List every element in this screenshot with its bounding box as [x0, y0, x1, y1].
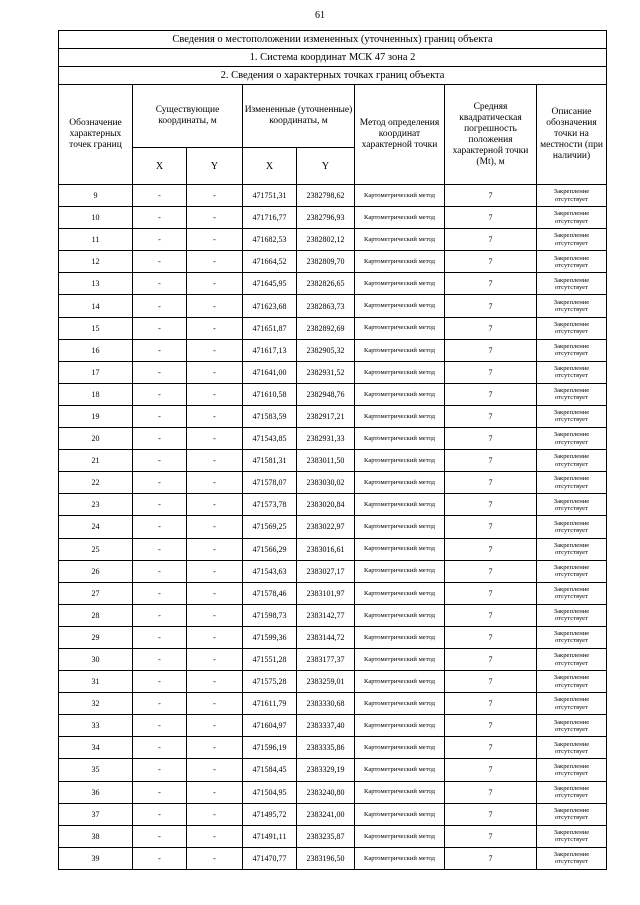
rmse-cell: 7: [445, 759, 537, 781]
y-coordinate-cell: 2383016,61: [297, 538, 355, 560]
existing-y-cell: -: [187, 405, 243, 427]
point-cell: 19: [59, 405, 133, 427]
table-row: [59, 472, 607, 494]
existing-y-cell: -: [187, 737, 243, 759]
x-coordinate-cell: 471682,53: [243, 229, 297, 251]
characteristic-points-heading: 2. Сведения о характерных точках границ объекта: [59, 67, 607, 85]
coordinate-system-heading: 1. Система координат МСК 47 зона 2: [59, 49, 607, 67]
point-cell: 27: [59, 582, 133, 604]
x-coordinate-cell: 471578,46: [243, 582, 297, 604]
existing-x-cell: -: [133, 847, 187, 869]
y-coordinate-cell: 2383144,72: [297, 626, 355, 648]
existing-y-cell: -: [187, 759, 243, 781]
point-designation-header: Обозначение характерных точек границ: [59, 85, 133, 185]
boundary-points-table: [58, 30, 607, 870]
existing-x-cell: -: [133, 626, 187, 648]
point-cell: 18: [59, 383, 133, 405]
existing-x-cell: -: [133, 803, 187, 825]
y-coordinate-cell: 2383330,68: [297, 693, 355, 715]
table-row: [59, 295, 607, 317]
existing-x-cell: -: [133, 207, 187, 229]
rmse-cell: 7: [445, 383, 537, 405]
table-row: [59, 185, 607, 207]
point-cell: 12: [59, 251, 133, 273]
table-row: [59, 604, 607, 626]
x-coordinate-cell: 471569,25: [243, 516, 297, 538]
changed-y-header: Y: [297, 148, 355, 185]
existing-y-cell: -: [187, 361, 243, 383]
description-cell: Закрепление отсутствует: [537, 781, 607, 803]
method-cell: Картометрический метод: [355, 781, 445, 803]
existing-y-cell: -: [187, 383, 243, 405]
table-row: [59, 825, 607, 847]
x-coordinate-cell: 471596,19: [243, 737, 297, 759]
x-coordinate-cell: 471617,13: [243, 339, 297, 361]
point-cell: 26: [59, 560, 133, 582]
x-coordinate-cell: 471610,58: [243, 383, 297, 405]
existing-y-cell: -: [187, 582, 243, 604]
rmse-cell: 7: [445, 803, 537, 825]
table-body: [59, 185, 607, 870]
existing-y-cell: -: [187, 671, 243, 693]
rmse-cell: 7: [445, 185, 537, 207]
existing-y-cell: -: [187, 847, 243, 869]
method-cell: Картометрический метод: [355, 405, 445, 427]
existing-x-cell: -: [133, 428, 187, 450]
y-coordinate-cell: 2383196,50: [297, 847, 355, 869]
table-row: [59, 582, 607, 604]
existing-y-cell: -: [187, 781, 243, 803]
x-coordinate-cell: 471584,45: [243, 759, 297, 781]
existing-y-cell: -: [187, 693, 243, 715]
method-cell: Картометрический метод: [355, 428, 445, 450]
point-cell: 28: [59, 604, 133, 626]
point-cell: 29: [59, 626, 133, 648]
x-coordinate-cell: 471599,36: [243, 626, 297, 648]
existing-x-cell: -: [133, 538, 187, 560]
x-coordinate-cell: 471581,31: [243, 450, 297, 472]
existing-x-cell: -: [133, 383, 187, 405]
existing-y-cell: -: [187, 803, 243, 825]
method-cell: Картометрический метод: [355, 295, 445, 317]
point-cell: 15: [59, 317, 133, 339]
x-coordinate-cell: 471495,72: [243, 803, 297, 825]
rmse-cell: 7: [445, 560, 537, 582]
rmse-header: Средняя квадратическая погрешность положения характерной точки (Mt), м: [445, 85, 537, 185]
description-cell: Закрепление отсутствует: [537, 803, 607, 825]
y-coordinate-cell: 2382826,65: [297, 273, 355, 295]
table-row: [59, 538, 607, 560]
x-coordinate-cell: 471611,79: [243, 693, 297, 715]
x-coordinate-cell: 471751,31: [243, 185, 297, 207]
existing-x-cell: -: [133, 229, 187, 251]
y-coordinate-cell: 2382796,93: [297, 207, 355, 229]
y-coordinate-cell: 2383022,97: [297, 516, 355, 538]
table-row: [59, 450, 607, 472]
rmse-cell: 7: [445, 405, 537, 427]
y-coordinate-cell: 2383011,50: [297, 450, 355, 472]
x-coordinate-cell: 471623,68: [243, 295, 297, 317]
y-coordinate-cell: 2382809,70: [297, 251, 355, 273]
description-header: Описание обозначения точки на местности (при наличии): [537, 85, 607, 185]
point-cell: 30: [59, 648, 133, 670]
description-cell: Закрепление отсутствует: [537, 361, 607, 383]
existing-y-cell: -: [187, 825, 243, 847]
existing-y-cell: -: [187, 339, 243, 361]
rmse-cell: 7: [445, 737, 537, 759]
existing-x-cell: -: [133, 185, 187, 207]
rmse-cell: 7: [445, 273, 537, 295]
description-cell: Закрепление отсутствует: [537, 825, 607, 847]
table-row: [59, 671, 607, 693]
point-cell: 16: [59, 339, 133, 361]
y-coordinate-cell: 2382917,21: [297, 405, 355, 427]
table-row: [59, 560, 607, 582]
changed-coords-header: Измененные (уточненные) координаты, м: [243, 85, 355, 148]
point-cell: 38: [59, 825, 133, 847]
existing-y-cell: -: [187, 516, 243, 538]
table-row: [59, 383, 607, 405]
existing-x-cell: -: [133, 494, 187, 516]
rmse-cell: 7: [445, 648, 537, 670]
existing-y-cell: -: [187, 560, 243, 582]
existing-x-header: X: [133, 148, 187, 185]
rmse-cell: 7: [445, 428, 537, 450]
table-row: [59, 229, 607, 251]
y-coordinate-cell: 2383027,17: [297, 560, 355, 582]
method-cell: Картометрический метод: [355, 759, 445, 781]
description-cell: Закрепление отсутствует: [537, 185, 607, 207]
existing-coords-header: Существующие координаты, м: [133, 85, 243, 148]
description-cell: Закрепление отсутствует: [537, 847, 607, 869]
description-cell: Закрепление отсутствует: [537, 693, 607, 715]
point-cell: 22: [59, 472, 133, 494]
y-coordinate-cell: 2383177,37: [297, 648, 355, 670]
existing-x-cell: -: [133, 317, 187, 339]
existing-x-cell: -: [133, 781, 187, 803]
method-cell: Картометрический метод: [355, 185, 445, 207]
y-coordinate-cell: 2382948,76: [297, 383, 355, 405]
x-coordinate-cell: 471566,29: [243, 538, 297, 560]
rmse-cell: 7: [445, 825, 537, 847]
description-cell: Закрепление отсутствует: [537, 472, 607, 494]
existing-x-cell: -: [133, 516, 187, 538]
table-row: [59, 339, 607, 361]
existing-y-cell: -: [187, 538, 243, 560]
description-cell: Закрепление отсутствует: [537, 383, 607, 405]
method-cell: Картометрический метод: [355, 516, 445, 538]
existing-x-cell: -: [133, 737, 187, 759]
point-cell: 10: [59, 207, 133, 229]
existing-x-cell: -: [133, 648, 187, 670]
rmse-cell: 7: [445, 715, 537, 737]
rmse-cell: 7: [445, 494, 537, 516]
description-cell: Закрепление отсутствует: [537, 251, 607, 273]
y-coordinate-cell: 2383329,19: [297, 759, 355, 781]
method-cell: Картометрический метод: [355, 339, 445, 361]
x-coordinate-cell: 471551,28: [243, 648, 297, 670]
description-cell: Закрепление отсутствует: [537, 715, 607, 737]
rmse-cell: 7: [445, 229, 537, 251]
method-cell: Картометрический метод: [355, 450, 445, 472]
y-coordinate-cell: 2382802,12: [297, 229, 355, 251]
table-row: [59, 428, 607, 450]
table-row: [59, 693, 607, 715]
description-cell: Закрепление отсутствует: [537, 648, 607, 670]
description-cell: Закрепление отсутствует: [537, 494, 607, 516]
table-row: [59, 626, 607, 648]
y-coordinate-cell: 2382798,62: [297, 185, 355, 207]
rmse-cell: 7: [445, 847, 537, 869]
existing-y-cell: -: [187, 715, 243, 737]
method-cell: Картометрический метод: [355, 648, 445, 670]
existing-y-cell: -: [187, 207, 243, 229]
description-cell: Закрепление отсутствует: [537, 295, 607, 317]
existing-x-cell: -: [133, 450, 187, 472]
rmse-cell: 7: [445, 251, 537, 273]
y-coordinate-cell: 2383241,00: [297, 803, 355, 825]
y-coordinate-cell: 2382905,32: [297, 339, 355, 361]
method-cell: Картометрический метод: [355, 847, 445, 869]
description-cell: Закрепление отсутствует: [537, 737, 607, 759]
page-number: 61: [315, 10, 325, 21]
table-row: [59, 516, 607, 538]
rmse-cell: 7: [445, 582, 537, 604]
rmse-cell: 7: [445, 626, 537, 648]
x-coordinate-cell: 471598,73: [243, 604, 297, 626]
x-coordinate-cell: 471504,95: [243, 781, 297, 803]
x-coordinate-cell: 471575,28: [243, 671, 297, 693]
table-row: [59, 361, 607, 383]
y-coordinate-cell: 2383259,01: [297, 671, 355, 693]
method-cell: Картометрический метод: [355, 383, 445, 405]
table-row: [59, 648, 607, 670]
existing-y-cell: -: [187, 185, 243, 207]
x-coordinate-cell: 471604,97: [243, 715, 297, 737]
existing-x-cell: -: [133, 693, 187, 715]
description-cell: Закрепление отсутствует: [537, 604, 607, 626]
x-coordinate-cell: 471641,00: [243, 361, 297, 383]
description-cell: Закрепление отсутствует: [537, 626, 607, 648]
x-coordinate-cell: 471470,77: [243, 847, 297, 869]
y-coordinate-cell: 2383101,97: [297, 582, 355, 604]
rmse-cell: 7: [445, 671, 537, 693]
x-coordinate-cell: 471573,78: [243, 494, 297, 516]
table-row: [59, 737, 607, 759]
table-row: [59, 317, 607, 339]
x-coordinate-cell: 471583,59: [243, 405, 297, 427]
point-cell: 17: [59, 361, 133, 383]
existing-x-cell: -: [133, 582, 187, 604]
y-coordinate-cell: 2382863,73: [297, 295, 355, 317]
existing-y-cell: -: [187, 604, 243, 626]
existing-x-cell: -: [133, 825, 187, 847]
existing-x-cell: -: [133, 361, 187, 383]
point-cell: 35: [59, 759, 133, 781]
rmse-cell: 7: [445, 516, 537, 538]
rmse-cell: 7: [445, 339, 537, 361]
description-cell: Закрепление отсутствует: [537, 516, 607, 538]
y-coordinate-cell: 2382931,33: [297, 428, 355, 450]
point-cell: 20: [59, 428, 133, 450]
method-cell: Картометрический метод: [355, 229, 445, 251]
x-coordinate-cell: 471543,63: [243, 560, 297, 582]
point-cell: 36: [59, 781, 133, 803]
existing-y-cell: -: [187, 251, 243, 273]
y-coordinate-cell: 2382892,69: [297, 317, 355, 339]
x-coordinate-cell: 471664,52: [243, 251, 297, 273]
point-cell: 14: [59, 295, 133, 317]
existing-y-cell: -: [187, 229, 243, 251]
table-row: [59, 715, 607, 737]
existing-x-cell: -: [133, 671, 187, 693]
existing-x-cell: -: [133, 339, 187, 361]
y-coordinate-cell: 2383030,02: [297, 472, 355, 494]
point-cell: 31: [59, 671, 133, 693]
existing-y-cell: -: [187, 317, 243, 339]
method-cell: Картометрический метод: [355, 273, 445, 295]
existing-x-cell: -: [133, 715, 187, 737]
table-row: [59, 759, 607, 781]
y-coordinate-cell: 2383020,84: [297, 494, 355, 516]
rmse-cell: 7: [445, 472, 537, 494]
method-cell: Картометрический метод: [355, 251, 445, 273]
existing-y-cell: -: [187, 648, 243, 670]
description-cell: Закрепление отсутствует: [537, 273, 607, 295]
description-cell: Закрепление отсутствует: [537, 405, 607, 427]
method-cell: Картометрический метод: [355, 693, 445, 715]
existing-x-cell: -: [133, 604, 187, 626]
y-coordinate-cell: 2383337,40: [297, 715, 355, 737]
y-coordinate-cell: 2382931,52: [297, 361, 355, 383]
description-cell: Закрепление отсутствует: [537, 207, 607, 229]
point-cell: 24: [59, 516, 133, 538]
y-coordinate-cell: 2383142,77: [297, 604, 355, 626]
method-cell: Картометрический метод: [355, 737, 445, 759]
rmse-cell: 7: [445, 361, 537, 383]
point-cell: 32: [59, 693, 133, 715]
existing-x-cell: -: [133, 295, 187, 317]
method-cell: Картометрический метод: [355, 560, 445, 582]
method-cell: Картометрический метод: [355, 472, 445, 494]
existing-x-cell: -: [133, 472, 187, 494]
table-row: [59, 207, 607, 229]
changed-x-header: X: [243, 148, 297, 185]
existing-y-cell: -: [187, 273, 243, 295]
existing-x-cell: -: [133, 273, 187, 295]
description-cell: Закрепление отсутствует: [537, 560, 607, 582]
point-cell: 37: [59, 803, 133, 825]
existing-x-cell: -: [133, 759, 187, 781]
point-cell: 23: [59, 494, 133, 516]
x-coordinate-cell: 471578,07: [243, 472, 297, 494]
table-row: [59, 405, 607, 427]
x-coordinate-cell: 471651,87: [243, 317, 297, 339]
method-cell: Картометрический метод: [355, 671, 445, 693]
description-cell: Закрепление отсутствует: [537, 671, 607, 693]
y-coordinate-cell: 2383240,80: [297, 781, 355, 803]
x-coordinate-cell: 471543,85: [243, 428, 297, 450]
rmse-cell: 7: [445, 538, 537, 560]
method-cell: Картометрический метод: [355, 538, 445, 560]
description-cell: Закрепление отсутствует: [537, 428, 607, 450]
point-cell: 11: [59, 229, 133, 251]
method-cell: Картометрический метод: [355, 317, 445, 339]
x-coordinate-cell: 471491,11: [243, 825, 297, 847]
description-cell: Закрепление отсутствует: [537, 450, 607, 472]
table-row: [59, 803, 607, 825]
existing-y-cell: -: [187, 494, 243, 516]
y-coordinate-cell: 2383335,86: [297, 737, 355, 759]
rmse-cell: 7: [445, 450, 537, 472]
point-cell: 21: [59, 450, 133, 472]
existing-y-cell: -: [187, 626, 243, 648]
method-cell: Картометрический метод: [355, 582, 445, 604]
method-cell: Картометрический метод: [355, 715, 445, 737]
point-cell: 25: [59, 538, 133, 560]
description-cell: Закрепление отсутствует: [537, 229, 607, 251]
x-coordinate-cell: 471716,77: [243, 207, 297, 229]
existing-y-cell: -: [187, 428, 243, 450]
existing-x-cell: -: [133, 251, 187, 273]
description-cell: Закрепление отсутствует: [537, 759, 607, 781]
point-cell: 9: [59, 185, 133, 207]
rmse-cell: 7: [445, 317, 537, 339]
method-cell: Картометрический метод: [355, 494, 445, 516]
method-cell: Картометрический метод: [355, 207, 445, 229]
existing-y-cell: -: [187, 450, 243, 472]
existing-y-cell: -: [187, 295, 243, 317]
point-cell: 13: [59, 273, 133, 295]
rmse-cell: 7: [445, 295, 537, 317]
existing-x-cell: -: [133, 405, 187, 427]
method-cell: Картометрический метод: [355, 803, 445, 825]
table-row: [59, 494, 607, 516]
method-cell: Картометрический метод: [355, 825, 445, 847]
rmse-cell: 7: [445, 604, 537, 626]
method-cell: Картометрический метод: [355, 626, 445, 648]
table-row: [59, 781, 607, 803]
x-coordinate-cell: 471645,95: [243, 273, 297, 295]
method-header: Метод определения координат характерной точки: [355, 85, 445, 185]
rmse-cell: 7: [445, 781, 537, 803]
point-cell: 33: [59, 715, 133, 737]
rmse-cell: 7: [445, 693, 537, 715]
point-cell: 34: [59, 737, 133, 759]
existing-y-header: Y: [187, 148, 243, 185]
existing-y-cell: -: [187, 472, 243, 494]
description-cell: Закрепление отсутствует: [537, 538, 607, 560]
table-row: [59, 273, 607, 295]
description-cell: Закрепление отсутствует: [537, 317, 607, 339]
method-cell: Картометрический метод: [355, 361, 445, 383]
method-cell: Картометрический метод: [355, 604, 445, 626]
rmse-cell: 7: [445, 207, 537, 229]
description-cell: Закрепление отсутствует: [537, 339, 607, 361]
existing-x-cell: -: [133, 560, 187, 582]
table-row: [59, 847, 607, 869]
y-coordinate-cell: 2383235,87: [297, 825, 355, 847]
table-row: [59, 251, 607, 273]
table-title: Сведения о местоположении измененных (уточненных) границ объекта: [59, 31, 607, 49]
description-cell: Закрепление отсутствует: [537, 582, 607, 604]
point-cell: 39: [59, 847, 133, 869]
